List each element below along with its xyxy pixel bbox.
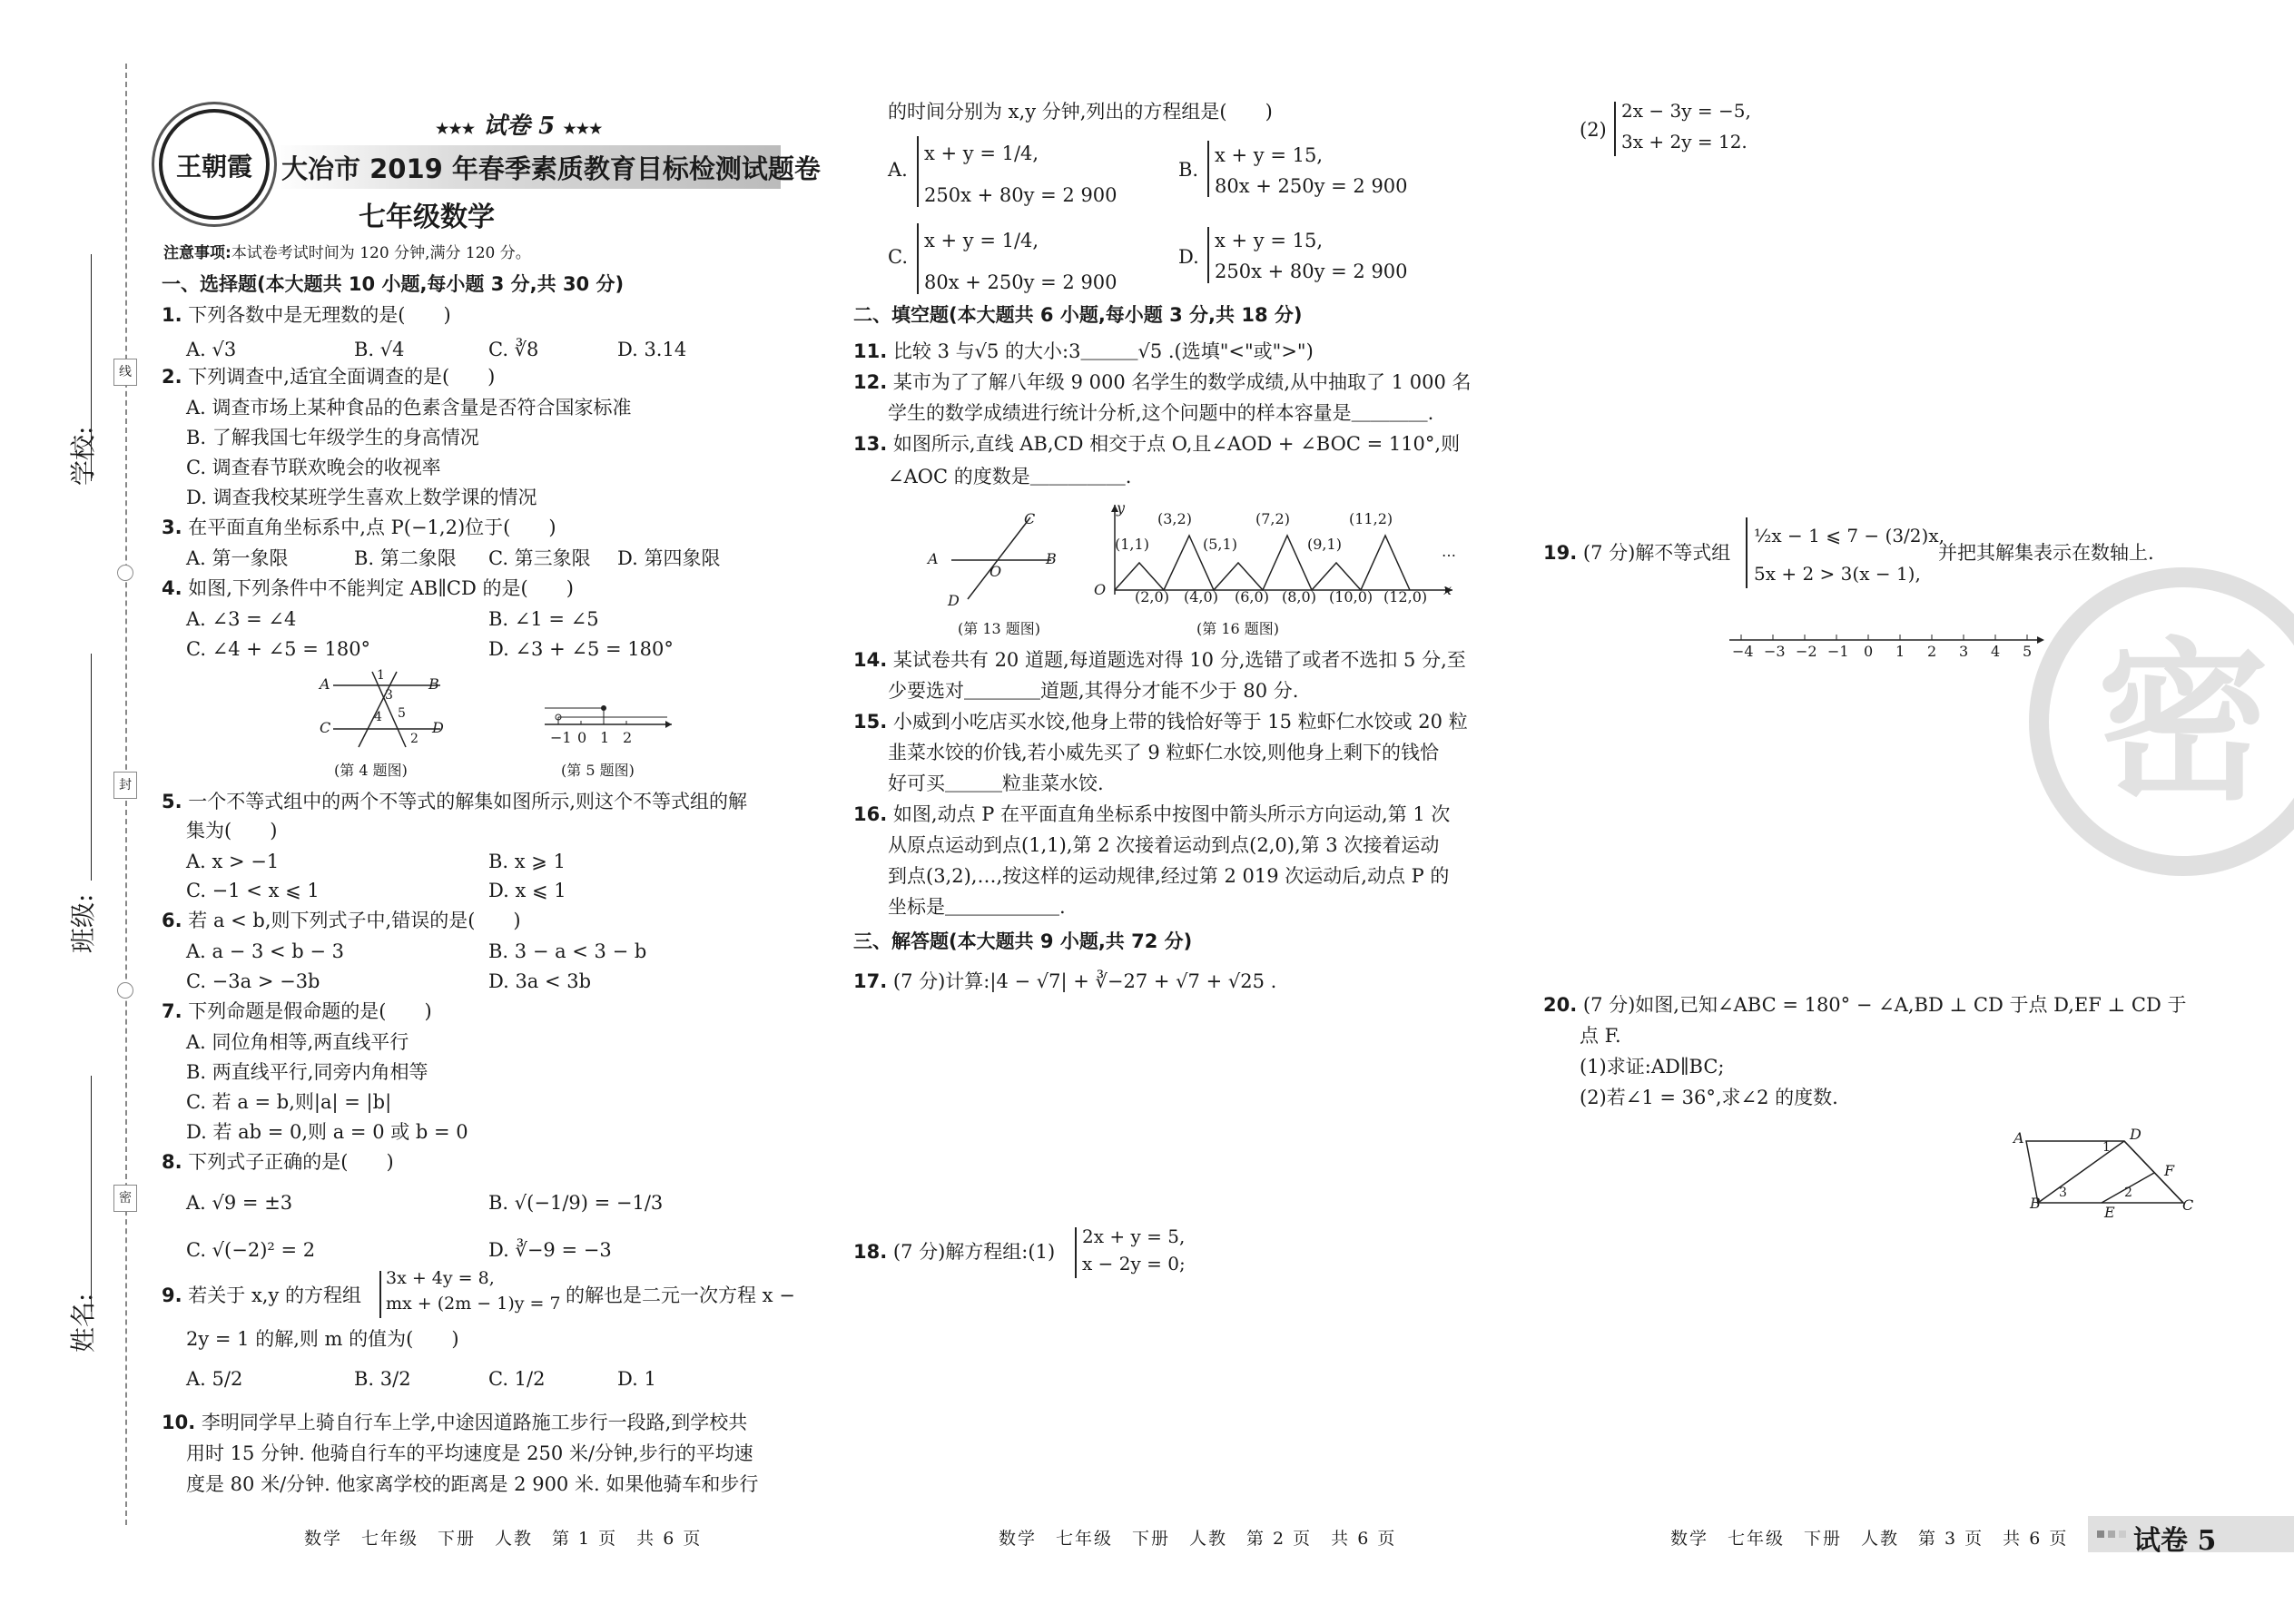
q17 <box>853 966 1276 997</box>
q4-label-a: A <box>320 675 330 693</box>
q18 <box>853 1236 1055 1267</box>
q5-stem-cont: 集为( ) <box>186 820 278 842</box>
q18-part1-line-2: x − 2y = 0; <box>1082 1253 1186 1275</box>
q9-number: 9. <box>162 1284 182 1306</box>
q1-option-b: B. √4 <box>354 339 405 360</box>
q13-line-1 <box>853 428 1460 459</box>
q5-tick-0: 0 <box>577 729 587 746</box>
q16-line-3: 到点(3,2),…,按这样的运动规律,经过第 2 019 次运动后,动点 P 的 <box>888 865 1450 887</box>
q12-line-1 <box>853 367 1472 398</box>
q16-point-9-1: (9,1) <box>1307 536 1342 553</box>
q4-label-5: 5 <box>398 706 406 721</box>
q13-label-c: C <box>1024 510 1036 527</box>
q16-figure-caption: (第 16 题图) <box>1196 620 1280 637</box>
q20-text: (7 分)如图,已知∠ABC = 180° − ∠A,BD ⊥ CD 于点 D,EF ⊥ CD 于 <box>1582 994 2187 1016</box>
q19-brace <box>1746 517 1748 588</box>
q16-text: 如图,动点 P 在平面直角坐标系中按图中箭头所示方向运动,第 1 次 <box>892 803 1451 825</box>
binding-tag-line: 线 <box>113 359 137 386</box>
q3-option-a: A. 第一象限 <box>186 547 289 569</box>
footer-page-2: 数学 七年级 下册 人教 第 2 页 共 6 页 <box>999 1529 1397 1549</box>
q13-text: 如图所示,直线 AB,CD 相交于点 O,且∠AOD + ∠BOC = 110°,则 <box>892 433 1461 455</box>
q2-option-b: B. 了解我国七年级学生的身高情况 <box>186 427 479 448</box>
q5-number: 5. <box>162 791 182 812</box>
binding-tag-secret: 密 <box>113 1185 137 1212</box>
q10-line-3: 度是 80 米/分钟. 他家离学校的距离是 2 900 米. 如果他骑车和步行 <box>186 1473 759 1495</box>
q9-system-line-2: mx + (2m − 1)y = 7 <box>386 1294 561 1314</box>
q2-number: 2. <box>162 366 182 388</box>
q9-brace <box>379 1271 381 1318</box>
q19-tick-neg4: −4 <box>1732 643 1754 660</box>
q20-label-f: F <box>2164 1162 2175 1179</box>
q20-number: 20. <box>1543 994 1578 1016</box>
q16-ellipsis: … <box>1442 543 1456 560</box>
q2-option-c: C. 调查春节联欢晚会的收视率 <box>186 457 441 478</box>
name-label: 姓名: <box>68 1293 98 1353</box>
q9-option-b: B. 3/2 <box>354 1368 411 1390</box>
q16-line-1 <box>853 799 1450 830</box>
q14-line-2: 少要选对＿＿＿＿道题,其得分才能不少于 80 分. <box>888 680 1299 702</box>
q15-line-1 <box>853 706 1468 737</box>
q16-point-6-0: (6,0) <box>1235 588 1269 605</box>
q10-option-c-line-2: 80x + 250y = 2 900 <box>924 271 1117 293</box>
q16-label-x: x <box>1443 581 1452 598</box>
q10-option-c-label: C. <box>888 246 908 268</box>
q1-stem <box>162 300 451 330</box>
q3-option-d: D. 第四象限 <box>617 547 721 569</box>
q19-stem <box>1543 537 1730 568</box>
name-underline <box>91 1076 92 1312</box>
q13-label-d: D <box>948 592 960 609</box>
q18-part2-brace <box>1614 102 1616 156</box>
q8-stem <box>162 1147 394 1177</box>
class-underline <box>91 654 92 881</box>
q6-option-a: A. a − 3 < b − 3 <box>186 940 345 962</box>
q12-text: 某市为了了解八年级 9 000 名学生的数学成绩,从中抽取了 1 000 名 <box>892 371 1472 393</box>
q6-option-c: C. −3a > −3b <box>186 970 320 992</box>
q3-stem <box>162 512 556 543</box>
q8-number: 8. <box>162 1151 182 1173</box>
q4-option-d: D. ∠3 + ∠5 = 180° <box>488 638 674 660</box>
q9-stem-cont-2: 2y = 1 的解,则 m 的值为( ) <box>186 1328 459 1350</box>
section-1-title: 一、选择题(本大题共 10 小题,每小题 3 分,共 30 分) <box>162 273 625 295</box>
q20-label-d: D <box>2130 1126 2141 1143</box>
q11-number: 11. <box>853 340 888 362</box>
q4-label-4: 4 <box>374 710 382 724</box>
q19-tail: 并把其解集表示在数轴上. <box>1938 542 2154 564</box>
q4-number: 4. <box>162 577 182 599</box>
q14-text: 某试卷共有 20 道题,每道题选对得 10 分,选错了或者不选扣 5 分,至 <box>892 649 1466 671</box>
q7-option-a: A. 同位角相等,两直线平行 <box>186 1031 409 1053</box>
section-3-title: 三、解答题(本大题共 9 小题,共 72 分) <box>853 930 1193 952</box>
q7-option-d: D. 若 ab = 0,则 a = 0 或 b = 0 <box>186 1121 468 1143</box>
q13-label-o: O <box>989 563 1002 580</box>
q11 <box>853 336 1314 367</box>
exam-title: 大冶市 2019 年春季素质教育目标检测试题卷 <box>281 153 821 184</box>
q14-number: 14. <box>853 649 888 671</box>
q13-number: 13. <box>853 433 888 455</box>
q7-option-c: C. 若 a = b,则|a| = |b| <box>186 1091 392 1113</box>
q1-option-d: D. 3.14 <box>617 339 687 360</box>
q16-label-origin: O <box>1094 581 1107 598</box>
q19-number: 19. <box>1543 542 1578 564</box>
q4-stem <box>162 573 574 604</box>
q20-angle-2: 2 <box>2124 1186 2132 1200</box>
q16-point-4-0: (4,0) <box>1184 588 1218 605</box>
q8-text: 下列式子正确的是( ) <box>188 1151 394 1173</box>
q5-stem <box>162 786 747 817</box>
q2-option-a: A. 调查市场上某种食品的色素含量是否符合国家标准 <box>186 397 632 418</box>
q9-stem-cont: 的解也是二元一次方程 x − <box>566 1284 795 1306</box>
q1-text: 下列各数中是无理数的是( ) <box>188 304 451 326</box>
q4-label-b: B <box>428 675 439 693</box>
q15-line-2: 韭菜水饺的价钱,若小威先买了 9 粒虾仁水饺,则他身上剩下的钱恰 <box>888 742 1440 763</box>
q5-option-b: B. x ⩾ 1 <box>488 851 566 872</box>
q4-text: 如图,下列条件中不能判定 AB∥CD 的是( ) <box>188 577 574 599</box>
q10-option-b-label: B. <box>1178 159 1199 181</box>
binding-circle-1 <box>117 565 133 581</box>
q18-part2-line-2: 3x + 2y = 12. <box>1621 131 1748 153</box>
q13-line-2: ∠AOC 的度数是＿＿＿＿＿. <box>888 466 1132 487</box>
q16-point-5-1: (5,1) <box>1203 536 1237 553</box>
q5-option-a: A. x > −1 <box>186 851 280 872</box>
q4-label-c: C <box>320 719 331 736</box>
q18-part1-line-1: 2x + y = 5, <box>1082 1225 1186 1247</box>
q20-angle-3: 3 <box>2059 1186 2067 1200</box>
q6-number: 6. <box>162 910 182 931</box>
q10-option-d-line-1: x + y = 15, <box>1215 230 1323 251</box>
q19-tick-neg2: −2 <box>1796 643 1817 660</box>
q8-option-b: B. √(−1/9) = −1/3 <box>488 1192 664 1214</box>
q16-point-12-0: (12,0) <box>1383 588 1428 605</box>
q10-option-d-line-2: 250x + 80y = 2 900 <box>1215 261 1408 282</box>
q10-option-d-label: D. <box>1178 246 1199 268</box>
q16-point-10-0: (10,0) <box>1329 588 1373 605</box>
stars-left: ★★★ <box>436 120 476 137</box>
q19-inequality-2: 5x + 2 > 3(x − 1), <box>1754 563 1921 585</box>
q13-label-a: A <box>928 550 939 567</box>
q4-option-b: B. ∠1 = ∠5 <box>488 608 599 630</box>
q10-option-a-brace <box>917 136 919 207</box>
q9-system-line-1: 3x + 4y = 8, <box>386 1268 495 1288</box>
q4-label-3: 3 <box>385 688 393 703</box>
q20-line-2: 点 F. <box>1580 1025 1621 1047</box>
q9-stem <box>162 1280 361 1311</box>
q3-option-c: C. 第三象限 <box>488 547 591 569</box>
section-2-title: 二、填空题(本大题共 6 小题,每小题 3 分,共 18 分) <box>853 304 1303 326</box>
q20-line-4: (2)若∠1 = 36°,求∠2 的度数. <box>1580 1087 1838 1108</box>
q10-option-a-line-2: 250x + 80y = 2 900 <box>924 184 1117 206</box>
q13-figure-caption: (第 13 题图) <box>958 620 1041 637</box>
q16-point-8-0: (8,0) <box>1282 588 1316 605</box>
class-label: 班级: <box>68 893 98 953</box>
q6-option-b: B. 3 − a < 3 − b <box>488 940 647 962</box>
q15-text: 小威到小吃店买水饺,他身上带的钱恰好等于 15 粒虾仁水饺或 20 粒 <box>892 711 1468 733</box>
binding-circle-2 <box>117 982 133 999</box>
q12-number: 12. <box>853 371 888 393</box>
q10-option-c-brace <box>917 223 919 294</box>
footer-page-3: 数学 七年级 下册 人教 第 3 页 共 6 页 <box>1670 1529 2069 1549</box>
q5-tick-neg1: −1 <box>550 729 572 746</box>
footer-tag: 试卷 5 <box>2133 1525 2217 1557</box>
footer-tag-squares <box>2097 1530 2104 1538</box>
q1-option-a: A. √3 <box>186 339 237 360</box>
q9-option-a: A. 5/2 <box>186 1368 243 1390</box>
q19-text: (7 分)解不等式组 <box>1582 542 1731 564</box>
q19-tick-4: 4 <box>1991 643 2001 660</box>
q3-number: 3. <box>162 517 182 538</box>
q8-option-d: D. ∛−9 = −3 <box>488 1239 612 1261</box>
q16-point-3-2: (3,2) <box>1157 510 1192 527</box>
q10-option-b-line-2: 80x + 250y = 2 900 <box>1215 175 1408 197</box>
q2-stem <box>162 361 495 392</box>
watermark-text: 密 <box>2096 623 2269 823</box>
q1-option-c: C. ∛8 <box>488 339 539 360</box>
q16-point-1-1: (1,1) <box>1115 536 1149 553</box>
q17-text: (7 分)计算:|4 − √7| + ∛−27 + √7 + √25 . <box>892 970 1277 992</box>
q16-point-7-2: (7,2) <box>1255 510 1290 527</box>
q20-line-3: (1)求证:AD∥BC; <box>1580 1056 1725 1078</box>
q10-option-a-line-1: x + y = 1/4, <box>924 143 1039 164</box>
q4-label-2: 2 <box>410 732 418 746</box>
q7-text: 下列命题是假命题的是( ) <box>188 1000 432 1022</box>
q20-label-a: A <box>2013 1129 2024 1147</box>
q20-label-e: E <box>2104 1204 2115 1221</box>
q18-number: 18. <box>853 1241 888 1263</box>
q16-point-2-0: (2,0) <box>1135 588 1169 605</box>
q11-text: 比较 3 与√5 的大小:3＿＿＿√5 .(选填"<"或">") <box>892 340 1314 362</box>
q10-line-2: 用时 15 分钟. 他骑自行车的平均速度是 250 米/分钟,步行的平均速 <box>186 1442 753 1464</box>
q16-point-11-2: (11,2) <box>1349 510 1393 527</box>
q16-number: 16. <box>853 803 888 825</box>
q2-option-d: D. 调查我校某班学生喜欢上数学课的情况 <box>186 487 537 508</box>
q19-tick-2: 2 <box>1927 643 1937 660</box>
q20-angle-1: 1 <box>2102 1140 2111 1155</box>
q19-tick-3: 3 <box>1959 643 1969 660</box>
q5-text: 一个不等式组中的两个不等式的解集如图所示,则这个不等式组的解 <box>188 791 747 812</box>
subject-title: 七年级数学 <box>359 202 495 233</box>
q4-label-1: 1 <box>377 668 385 683</box>
q9-text: 若关于 x,y 的方程组 <box>188 1284 362 1306</box>
q2-text: 下列调查中,适宜全面调查的是( ) <box>188 366 496 388</box>
q10-number: 10. <box>162 1412 196 1433</box>
q12-line-2: 学生的数学成绩进行统计分析,这个问题中的样本容量是＿＿＿＿. <box>888 402 1434 424</box>
q10-option-b-brace <box>1207 141 1209 197</box>
q19-tick-1: 1 <box>1895 643 1905 660</box>
q16-line-4: 坐标是＿＿＿＿＿＿. <box>888 896 1066 918</box>
q10-option-a-label: A. <box>888 159 908 181</box>
q19-tick-neg3: −3 <box>1764 643 1786 660</box>
stars-right: ★★★ <box>563 120 603 137</box>
q18-text: (7 分)解方程组:(1) <box>892 1241 1056 1263</box>
q6-text: 若 a < b,则下列式子中,错误的是( ) <box>188 910 521 931</box>
q13-figure <box>926 508 1062 608</box>
q19-tick-5: 5 <box>2023 643 2033 660</box>
q9-option-c: C. 1/2 <box>488 1368 546 1390</box>
q8-option-c: C. √(−2)² = 2 <box>186 1239 316 1261</box>
q20-label-c: C <box>2182 1196 2194 1214</box>
q5-tick-1: 1 <box>600 729 610 746</box>
logo-text: 王朝霞 <box>175 152 252 182</box>
q4-option-c: C. ∠4 + ∠5 = 180° <box>186 638 371 660</box>
q5-option-c: C. −1 < x ⩽ 1 <box>186 880 320 901</box>
q10-line-1 <box>162 1407 747 1438</box>
notice <box>163 238 531 269</box>
q10-option-b-line-1: x + y = 15, <box>1215 144 1323 166</box>
q19-tick-0: 0 <box>1864 643 1874 660</box>
q18-part1-brace <box>1075 1227 1077 1278</box>
footer-page-1: 数学 七年级 下册 人教 第 1 页 共 6 页 <box>304 1529 703 1549</box>
q15-number: 15. <box>853 711 888 733</box>
notice-label: 注意事项: <box>163 244 231 262</box>
q9-option-d: D. 1 <box>617 1368 656 1390</box>
q4-label-d: D <box>432 719 444 736</box>
q19-tick-neg1: −1 <box>1827 643 1849 660</box>
q10-text: 李明同学早上骑自行车上学,中途因道路施工步行一段路,到学校共 <box>201 1412 748 1433</box>
q7-stem <box>162 996 432 1027</box>
q3-option-b: B. 第二象限 <box>354 547 457 569</box>
q7-number: 7. <box>162 1000 182 1022</box>
watermark-stamp <box>2029 567 2294 876</box>
q5-option-d: D. x ⩽ 1 <box>488 880 566 901</box>
q15-line-3: 好可买＿＿＿粒韭菜水饺. <box>888 773 1104 794</box>
q7-option-b: B. 两直线平行,同旁内角相等 <box>186 1061 428 1083</box>
q14-line-1 <box>853 645 1466 675</box>
paper-label-row <box>436 107 602 141</box>
binding-tag-seal: 封 <box>113 772 137 799</box>
q5-figure-caption: (第 5 题图) <box>561 762 635 779</box>
paper-label: 试卷 5 <box>483 113 556 140</box>
q16-label-y: y <box>1117 499 1126 517</box>
q17-number: 17. <box>853 970 888 992</box>
q13-label-b: B <box>1046 550 1057 567</box>
brand-logo <box>159 109 270 220</box>
q4-figure-caption: (第 4 题图) <box>334 762 408 779</box>
q4-option-a: A. ∠3 = ∠4 <box>186 608 297 630</box>
q10-option-c-line-1: x + y = 1/4, <box>924 230 1039 251</box>
binding-margin <box>0 0 145 1624</box>
q3-text: 在平面直角坐标系中,点 P(−1,2)位于( ) <box>188 517 556 538</box>
q18-part2-line-1: 2x − 3y = −5, <box>1621 100 1751 122</box>
notice-text: 本试卷考试时间为 120 分钟,满分 120 分。 <box>231 244 531 262</box>
q20-label-b: B <box>2030 1195 2041 1212</box>
q10-line-4: 的时间分别为 x,y 分钟,列出的方程组是( ) <box>888 101 1273 123</box>
q19-inequality-1: ½x − 1 ⩽ 7 − (3/2)x, <box>1754 525 1944 546</box>
q6-stem <box>162 905 521 936</box>
q18-part2-label: (2) <box>1580 119 1607 141</box>
school-label: 学校: <box>68 426 98 486</box>
q8-option-a: A. √9 = ±3 <box>186 1192 293 1214</box>
q5-tick-2: 2 <box>623 729 633 746</box>
q16-line-2: 从原点运动到点(1,1),第 2 次接着运动到点(2,0),第 3 次接着运动 <box>888 834 1440 856</box>
q1-number: 1. <box>162 304 182 326</box>
q6-option-d: D. 3a < 3b <box>488 970 592 992</box>
q20-line-1 <box>1543 989 2187 1020</box>
q10-option-d-brace <box>1207 227 1209 283</box>
